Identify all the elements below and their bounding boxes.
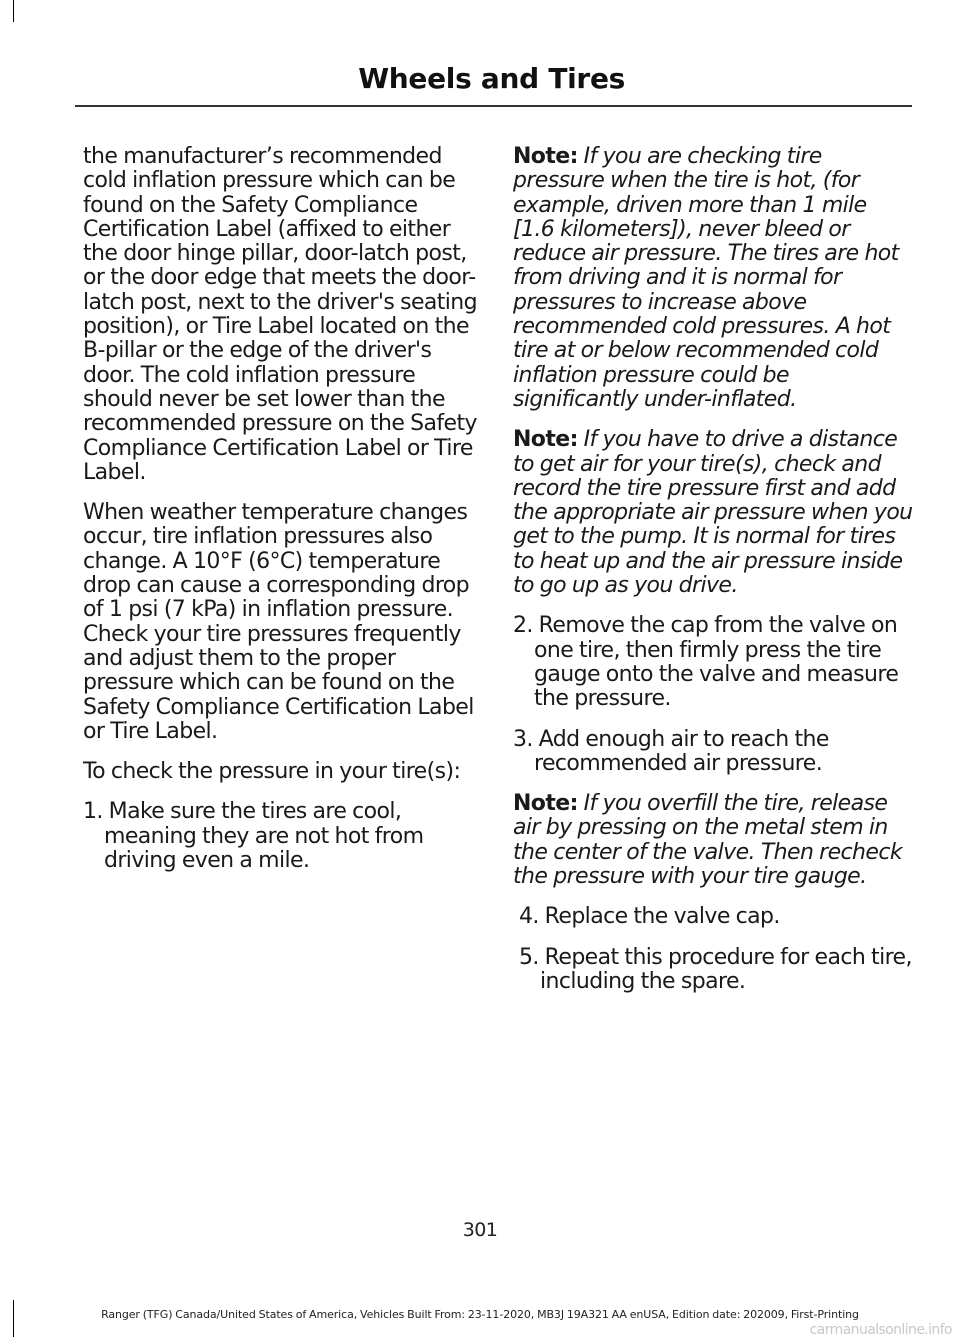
note-text: If you have to drive a distance to get air for your tire(s), check and record the tire pressure first and add the appropriate air pressure when you get to the pump. It is normal for tires to heat up and the air pressure inside to go up as you drive.	[513, 427, 913, 599]
note-text: If you are checking tire pressure when the tire is hot, (for example, driven more than 1 mile [1.6 kilometers]), never bleed or reduce air pressure. The tires are hot from driving and it is normal for pressures to increase above recommended cold pressures. A hot tire at or below recommended cold inflation pressure could be significantly under-inflated.	[513, 144, 899, 412]
note-text: If you overfill the tire, release air by pressing on the metal stem in the center of the valve. Then recheck the pressure with your tire gauge.	[513, 791, 902, 890]
step-5: 5. Repeat this procedure for each tire, including the spare.	[519, 944, 912, 994]
footer-edition-info: Ranger (TFG) Canada/United States of America, Vehicles Built From: 23-11-2020, MB3J 19A321 AA enUSA, Edition date: 202009, First-Printing	[101, 1308, 859, 1321]
left-column	[83, 145, 483, 889]
step-3: 3. Add enough air to reach the recommended air pressure.	[513, 726, 829, 776]
paragraph-weather-temperature: When weather temperature changes occur, tire inflation pressures also change. A 10°F (6°C) temperature drop can cause a corresponding drop of 1 psi (7 kPa) in inflation pressure. Check your tire pressures frequently and adjust them to the proper pressure which can be found on the Safety Compliance Certification Label or Tire Label.	[83, 500, 474, 744]
step-1: 1. Make sure the tires are cool, meaning they are not hot from driving even a mile.	[83, 799, 424, 874]
header-divider	[75, 105, 912, 107]
watermark: carmanualsonline.info	[809, 1322, 952, 1338]
paragraph-check-pressure-intro: To check the pressure in your tire(s):	[83, 759, 461, 785]
note-label: Note:	[513, 144, 578, 169]
paragraph-cold-inflation: the manufacturer’s recommended cold inflation pressure which can be found on the Safety Compliance Certification Label (affixed to either the door hinge pillar, door-latch post, or the door edge that meets the door-latch post, next to the driver's seating position), or Tire Label located on the B-pillar or the edge of the driver's door. The cold inflation pressure should never be set lower than the recommended pressure on the Safety Compliance Certification Label or Tire Label.	[83, 144, 478, 485]
page-title: Wheels and Tires	[358, 62, 625, 95]
right-column	[513, 145, 913, 1010]
note-label: Note:	[513, 791, 578, 817]
note-label: Note:	[513, 427, 578, 453]
note-drive-distance	[513, 428, 913, 598]
step-2: 2. Remove the cap from the valve on one tire, then firmly press the tire gauge onto the valve and measure the pressure.	[513, 613, 899, 712]
crop-mark-top-left	[13, 0, 14, 22]
page-number: 301	[462, 1219, 498, 1241]
note-overfill	[513, 792, 913, 889]
step-4: 4. Replace the valve cap.	[519, 904, 780, 930]
note-hot-tire	[513, 145, 913, 412]
